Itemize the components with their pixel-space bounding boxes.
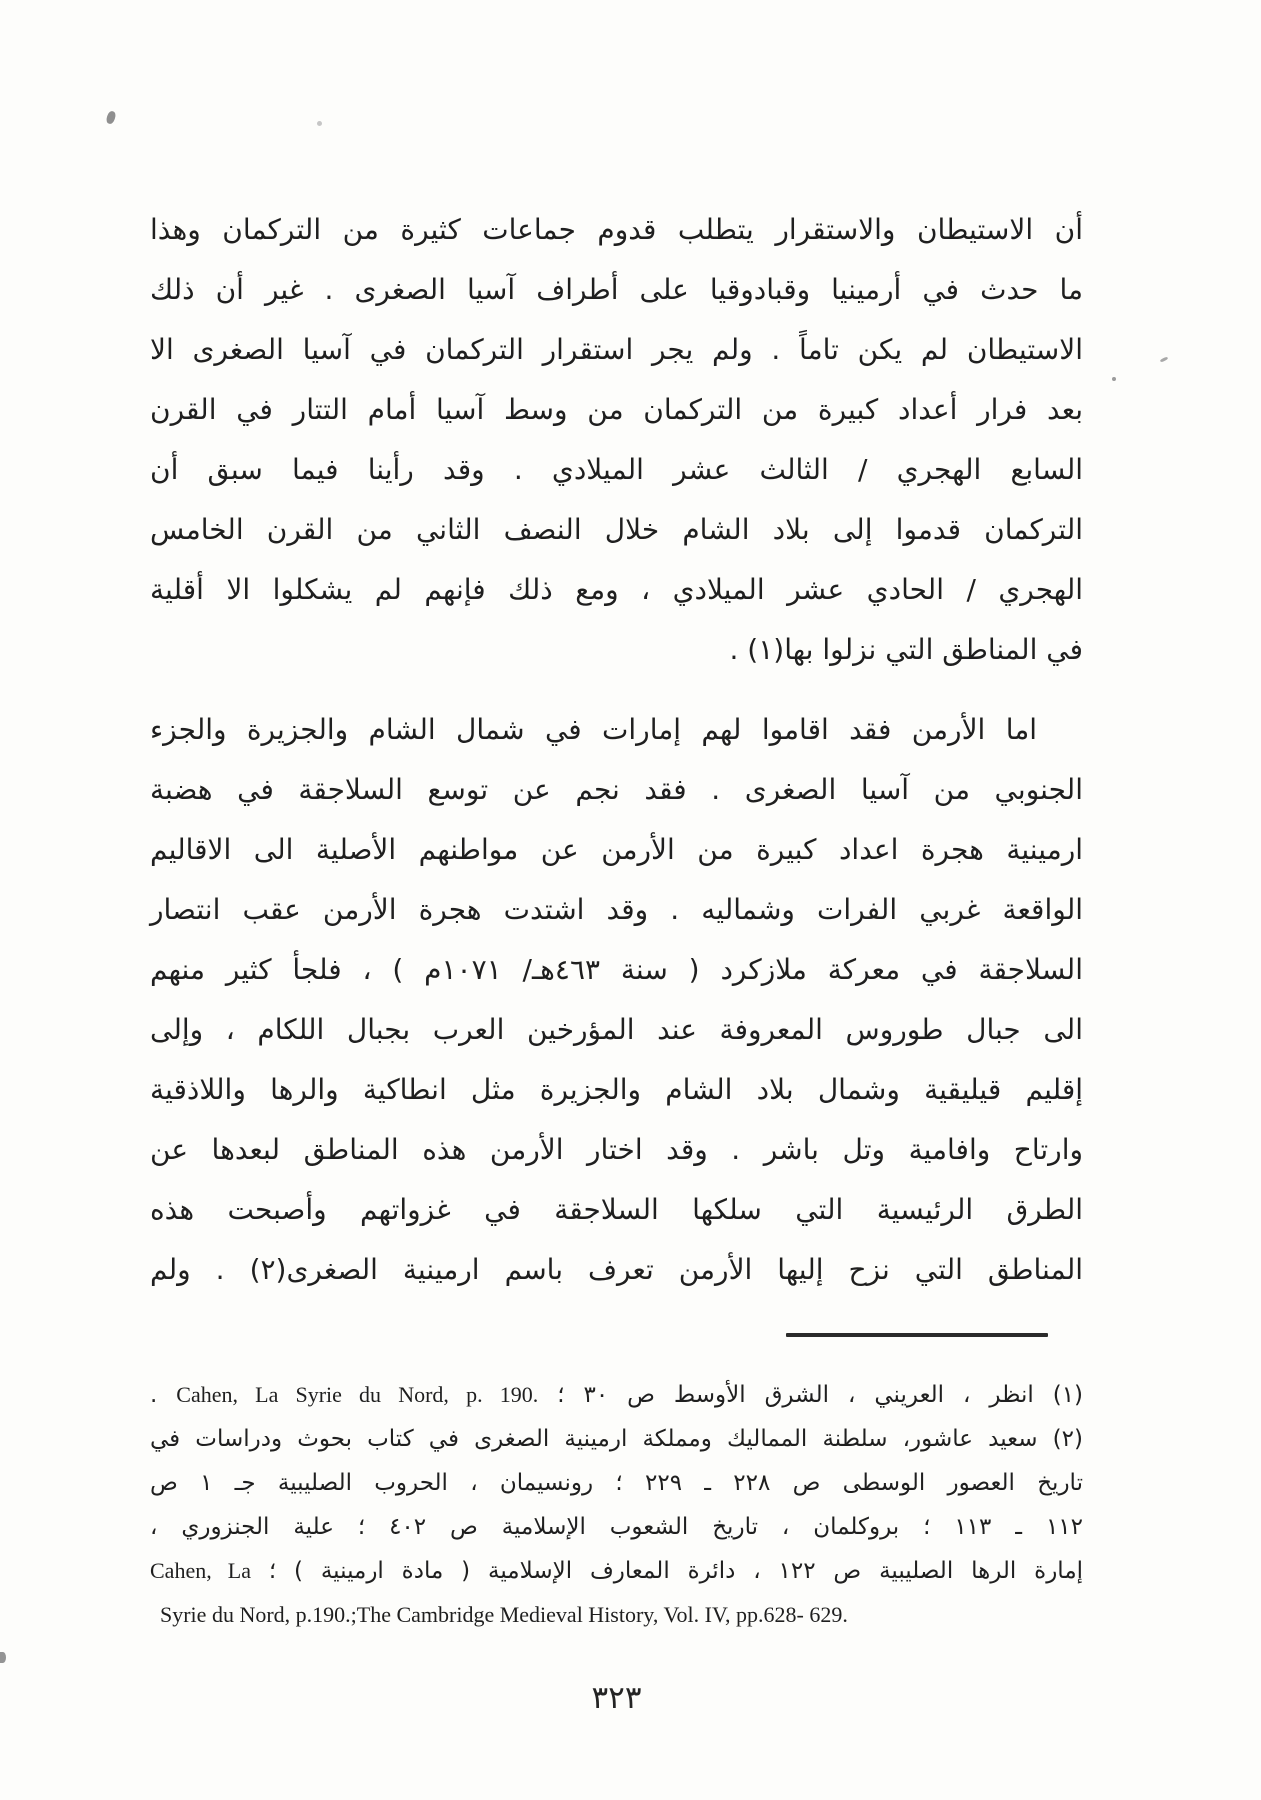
footnote-1-arabic-text: (١) انظر ، العريني ، الشرق الأوسط ص ٣٠ ؛ [557,1382,1084,1408]
footnote-1-latin-citation: Cahen, La Syrie du Nord, p. 190. [176,1382,539,1407]
page-number: ٣٢٣ [591,1680,642,1716]
body-line: ما حدث في أرمينيا وقبادوقيا على أطراف آسيا الصغرى . غير أن ذلك [150,273,1083,306]
scan-speck [1160,356,1169,362]
body-line: التركمان قدموا إلى بلاد الشام خلال النصف الثاني من القرن الخامس [150,513,1083,546]
body-line: السلاجقة في معركة ملازكرد ( سنة ٤٦٣هـ/ ١٠٧١م ) ، فلجأ كثير منهم [150,953,1083,986]
body-line: الطرق الرئيسية التي سلكها السلاجقة في غزواتهم وأصبحت هذه [150,1193,1083,1226]
footnote-2-arabic-text: إمارة الرها الصليبية ص ١٢٢ ، دائرة المعارف الإسلامية ( مادة ارمينية ) ؛ [268,1558,1084,1584]
body-line: أن الاستيطان والاستقرار يتطلب قدوم جماعات كثيرة من التركمان وهذا [150,213,1083,246]
body-line: السابع الهجري / الثالث عشر الميلادي . وقد رأينا فيما سبق أن [150,453,1083,486]
footnote-2-latin-citation-end [150,1593,1083,1637]
footnote-1 [150,1373,1083,1417]
body-line: المناطق التي نزح إليها الأرمن تعرف باسم ارمينية الصغرى(٢) . ولم [150,1253,1084,1286]
body-line: بعد فرار أعداد كبيرة من التركمان من وسط آسيا أمام التتار في القرن [150,393,1083,426]
body-line: إقليم قيليقية وشمال بلاد الشام والجزيرة مثل انطاكية والرها واللاذقية [150,1073,1083,1106]
scan-speck [105,110,117,125]
footnote-2-line [150,1549,1083,1593]
scan-speck [1112,377,1116,381]
scan-speck [0,1652,6,1663]
footnote-separator-rule [786,1333,1048,1337]
body-line: الى جبال طوروس المعروفة عند المؤرخين العرب بجبال اللكام ، وإلى [150,1013,1083,1046]
body-line-paragraph-end: في المناطق التي نزلوا بها(١) . [729,633,1083,666]
body-line: الجنوبي من آسيا الصغرى . فقد نجم عن توسع السلاجقة في هضبة [150,773,1083,806]
body-line: الواقعة غربي الفرات وشماليه . وقد اشتدت هجرة الأرمن عقب انتصار [150,893,1083,926]
footnote-1-trailing-period: . [150,1382,158,1408]
scan-speck [317,121,322,126]
footnote-2-latin-citation-start: Cahen, La [150,1558,251,1583]
body-line: الهجري / الحادي عشر الميلادي ، ومع ذلك فإنهم لم يشكلوا الا أقلية [150,573,1083,606]
body-line: الاستيطان لم يكن تاماً . ولم يجر استقرار التركمان في آسيا الصغرى الا [150,333,1083,366]
footnote-2-line: ١١٢ ـ ١١٣ ؛ بروكلمان ، تاريخ الشعوب الإسلامية ص ٤٠٢ ؛ علية الجنزوري ، [150,1514,1083,1540]
body-line: وارتاح وافامية وتل باشر . وقد اختار الأرمن هذه المناطق لبعدها عن [150,1133,1083,1166]
footnote-2-line: (٢) سعيد عاشور، سلطنة المماليك ومملكة ارمينية الصغرى في كتاب بحوث ودراسات في [150,1426,1083,1452]
footnote-2-line: تاريخ العصور الوسطى ص ٢٢٨ ـ ٢٢٩ ؛ رونسيمان ، الحروب الصليبية جـ ١ ص [150,1470,1083,1496]
body-line-paragraph-start: اما الأرمن فقد اقاموا لهم إمارات في شمال الشام والجزيرة والجزء [150,713,1037,746]
footnote-2-latin-text: Syrie du Nord, p.190.;The Cambridge Medieval History, Vol. IV, pp.628- 629. [160,1602,848,1627]
footnotes-block [150,1373,1083,1637]
body-text [150,200,1083,1300]
body-line: ارمينية هجرة اعداد كبيرة من الأرمن عن مواطنهم الأصلية الى الاقاليم [150,833,1083,866]
